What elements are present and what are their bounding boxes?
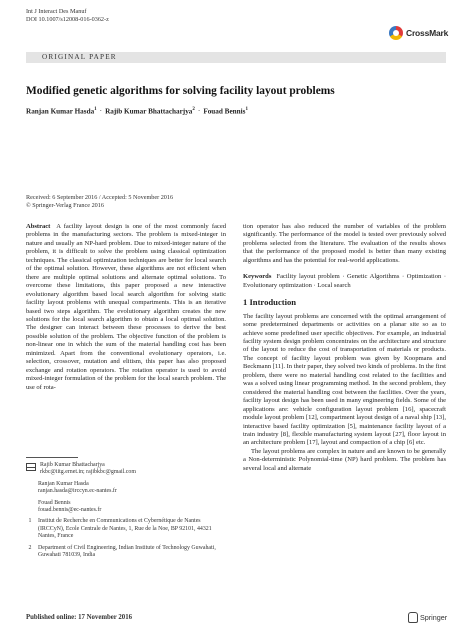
keywords-label: Keywords [243,273,272,281]
corresponding-author [26,462,226,477]
published-online: Published online: 17 November 2016 [26,614,132,621]
author-name[interactable]: Ranjan Kumar Hasda [26,107,95,116]
institution-number: 2 [28,544,32,551]
history-dates [26,194,173,210]
author-name[interactable]: Fouad Bennis [203,107,246,116]
author-contact [26,481,226,496]
right-column [243,223,446,473]
envelope-icon [26,463,36,471]
crossmark-icon [389,26,403,40]
doi[interactable]: DOI 10.1007/s12008-016-0362-z [26,16,109,23]
institution [26,545,226,560]
received-accepted: Received: 6 September 2016 / Accepted: 5 November 2016 [26,194,174,201]
author-list [26,107,248,115]
journal-name: Int J Interact Des Manuf [26,8,87,15]
left-column [26,223,226,392]
author-name[interactable]: Rajib Kumar Bhattacharjya [105,107,193,116]
author-affiliation-mark: 1 [94,107,97,112]
crossmark-label: CrossMark [406,28,449,38]
paragraph: The layout problems are complex in nature and are known to be generally a Non-deterministic Polynomial-time (NP) hard problem. The problem has several local and alternate [243,447,446,472]
contact-email[interactable]: ranjan.hasda@irccyn.ec-nantes.fr [38,488,117,495]
author-affiliation-mark: 1 [245,107,248,112]
contact-name: Fouad Bennis [38,499,71,506]
section-band [26,52,446,63]
abstract-text: A facility layout design is one of the most commonly faced problems in the manufacturing sectors. The problem is mixed-integer in nature and usually an NP-hard problem. Due to mixed-integer nature of the problem, it is difficult to solve the problem using classical optimization techniques. The classical optimization techniques are better for local search of the optimal solution. However, these algorithms are not efficient when there are multiple optimal solutions and alternate optimal solutions. To overcome these limitations, this paper proposed a new interactive evolutionary algorithm based local search algorithm for solving static facility layout problems with unequal compartments. This is an iterative based two steps algorithm. The evolutionary algorithm creates the new solutions for the local search algorithm to obtain a local optimal solution. The designer can interact between these processes to derive the best possible solution of the problem. The objective function of the problem is non-linear one in which the sum of the material handling cost has been minimized. Apart from the conventional evolutionary operators, i.e. selection, crossover, mutation and elitism, this paper has also proposed exchange and rotation operators. The rotation operator is used to avoid mixed-integer formulation of the problem for the local search problem. The use of rota- [26,223,226,391]
journal-header [26,8,109,24]
affiliations [26,462,226,559]
abstract-continued: tion operator has also reduced the number of variables of the problem significantly. The performance of the model is tested over previously solved problems selected from the literature. The evaluation of the results shows that the performance of the proposed model is better than many existing algorithms and has the potential for real-world applications. [243,223,446,264]
abstract-label: Abstract [26,223,51,230]
affiliation-divider [26,457,78,458]
section-heading: 1 Introduction [243,297,297,308]
keywords [243,273,446,290]
contact-name: Rajib Kumar Bhattacharjya [40,462,105,468]
publisher-logo [408,612,447,623]
institution [26,518,226,540]
author-contact [26,500,226,515]
institution-text: Department of Civil Engineering, Indian Institute of Technology Guwahati, Guwahati 781039, India [38,544,216,559]
paper-title: Modified genetic algorithms for solving facility layout problems [26,85,335,97]
introduction-section [243,298,446,473]
article-type: ORIGINAL PAPER [42,53,117,61]
crossmark-badge[interactable] [389,26,448,40]
author-separator: · [99,107,103,116]
contact-email[interactable]: rkbc@iitg.ernet.in; rajibkbc@gmail.com [40,469,136,476]
institution-text: Institut de Recherche en Communications et Cybernétique de Nantes (IRCCyN), Ecole Centrale de Nantes, 1, Rue de la Noe, BP 92101, 44321 Nantes, France [38,518,212,540]
paragraph: The facility layout problems are concerned with the optimal arrangement of some predetermined departments or activities on a planar site so as to achieve some predefined user specific objectives. For example, an industrial facility system design problem concentrates on the architecture and structure of the layout to reduce the cost of transportation of materials or products. The concept of facility layout problem was given by Koopmans and Beckmann [11]. In their paper, they solved two kinds of problems. In the first problem, there were no material handling cost related to the facilities and was a solved using linear programming method. In the second problem, they considered the material handling cost between the facilities. Over the years, facility layout design has been used in many engineering fields. Some of the applications are: vehicle configuration layout problem [16], spacecraft module layout problem [12], compartment layout design of a naval ship [13], interactive based facility optimization [5], maintenance facility layout of a train industry [8], flexible manufacturing system layout [27], floor layout in an architecture problem [17], layout and compaction of a chip [6] etc. [243,312,446,447]
contact-name: Ranjan Kumar Hasda [38,480,89,487]
institution-number: 1 [28,518,32,525]
publisher-name: Springer [420,613,448,622]
author-separator: · [197,107,201,116]
author-affiliation-mark: 2 [192,107,195,112]
springer-horse-icon [408,612,418,623]
contact-email[interactable]: fouad.bennis@ec-nantes.fr [38,507,102,514]
copyright: © Springer-Verlag France 2016 [26,202,104,209]
keywords-text: Facility layout problem · Genetic Algorithms · Optimization · Evolutionary optimization · Local search [243,273,446,289]
